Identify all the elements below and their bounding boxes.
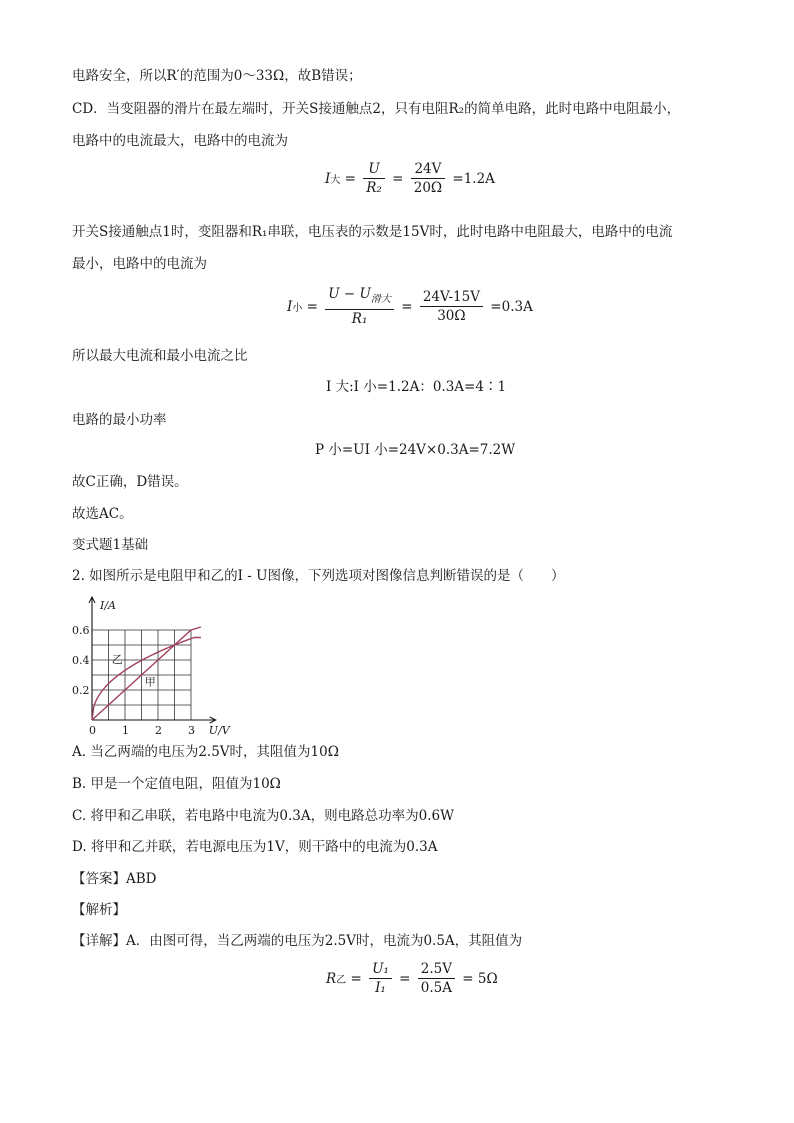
- fraction-u-r2: [363, 160, 385, 197]
- series-label-yi: 乙: [111, 653, 123, 666]
- formula-ratio: I 大:I 小=1.2A：0.3A=4∶1: [326, 379, 507, 395]
- formula-min-power: P 小=UI 小=24V×0.3A=7.2W: [315, 442, 516, 458]
- text-line-2: CD．当变阻器的滑片在最左端时，开关S接通触点2，只有电阻R₂的简单电路，此时电路中电阻最小，: [72, 101, 681, 117]
- text-line-6: 所以最大电流和最小电流之比: [72, 348, 248, 364]
- text-line-9: 故选AC。: [72, 506, 133, 522]
- fraction-denominator: 20Ω: [411, 178, 445, 197]
- option-d: D. 将甲和乙并联，若电源电压为1V，则干路中的电流为0.3A: [72, 839, 438, 855]
- fraction-numerator: [325, 285, 394, 309]
- section-heading: 变式题1基础: [72, 537, 149, 553]
- iu-graph-svg: [70, 590, 250, 740]
- option-c: C. 将甲和乙串联，若电路中电流为0.3A，则电路总功率为0.6W: [72, 808, 454, 824]
- analysis-heading: 【解析】: [72, 902, 126, 918]
- fraction-values: [418, 960, 455, 997]
- fraction-numerator: U₁: [372, 961, 389, 977]
- formula-lhs: I: [325, 170, 331, 187]
- question-stem: 2. 如图所示是电阻甲和乙的I - U图像，下列选项对图像信息判断错误的是（ ）: [72, 568, 565, 584]
- y-tick-label: 0.4: [72, 654, 90, 667]
- formula-lhs-sub: 乙: [336, 975, 347, 986]
- text-line-5: 最小，电路中的电流为: [72, 256, 207, 272]
- iu-graph: [70, 590, 250, 740]
- y-tick-label: 0.6: [72, 624, 90, 637]
- fraction-numerator: 2.5V: [420, 961, 452, 977]
- text-line-4: 开关S接通触点1时，变阻器和R₁串联，电压表的示数是15V时，此时电路中电阻最大，电路中的电流: [72, 224, 673, 240]
- text-line-8: 故C正确，D错误。: [72, 474, 188, 490]
- series-label-jia: 甲: [144, 675, 156, 689]
- formula-lhs-sub: 小: [292, 303, 303, 314]
- fraction-numerator: U: [368, 161, 380, 177]
- formula-resistance-yi: R乙 = $\frac{\text{U₁}}{\text{I₁}}$ = $\frac{2.5V}{0.5A}$ = 5Ω: [326, 961, 498, 996]
- text-line-3: 电路中的电流最大，电路中的电流为: [72, 133, 288, 149]
- fraction-numerator: 24V: [414, 161, 442, 177]
- fraction-denominator: 0.5A: [418, 978, 455, 997]
- x-tick-label: 1: [122, 724, 129, 737]
- y-axis-label: I/A: [100, 599, 116, 612]
- fraction-numerator: 24V-15V: [422, 289, 480, 305]
- formula-result: =1.2A: [452, 170, 495, 187]
- formula-min-current: I小 = $\frac{U - U_{滑大}}{\text{R₁}}$ = $\frac{24V-15V}{30\Omega}$ =0.3A: [287, 286, 533, 327]
- formula-result: = 5Ω: [462, 970, 498, 987]
- formula-max-current: I大 = $\frac{U}{\text{R₂}}$ = $\frac{24V}{20\Omega}$ =1.2A: [325, 161, 495, 196]
- formula-lhs-sub: 大: [330, 175, 341, 186]
- answer-line: 【答案】ABD: [72, 871, 157, 887]
- formula-result: =0.3A: [490, 298, 533, 315]
- fraction-denominator: R₁: [325, 309, 394, 328]
- numerator-text: U − U: [328, 286, 371, 302]
- option-b: B. 甲是一个定值电阻，阻值为10Ω: [72, 776, 281, 792]
- formula-lhs: I: [287, 298, 293, 315]
- text-line-7: 电路的最小功率: [72, 412, 167, 428]
- x-tick-label: 0: [89, 724, 96, 737]
- fraction-voltage-r1: [325, 285, 394, 328]
- text-line-1: 电路安全，所以R′的范围为0～33Ω，故B错误；: [72, 68, 362, 84]
- fraction-denominator: R₂: [363, 178, 385, 197]
- option-a: A. 当乙两端的电压为2.5V时，其阻值为10Ω: [72, 744, 339, 760]
- fraction-denominator: 30Ω: [420, 306, 483, 325]
- y-tick-label: 0.2: [72, 684, 90, 697]
- x-tick-label: 2: [155, 724, 162, 737]
- numerator-sub: 滑大: [370, 294, 391, 305]
- fraction-values: [420, 288, 483, 325]
- fraction-values: [411, 160, 445, 197]
- x-tick-label: 3: [188, 724, 195, 737]
- fraction-denominator: I₁: [369, 978, 392, 997]
- detail-line: 【详解】A．由图可得，当乙两端的电压为2.5V时，电流为0.5A，其阻值为: [72, 933, 523, 949]
- x-axis-label: U/V: [208, 724, 230, 737]
- formula-lhs: R: [326, 970, 337, 987]
- fraction-u1-i1: [369, 960, 392, 997]
